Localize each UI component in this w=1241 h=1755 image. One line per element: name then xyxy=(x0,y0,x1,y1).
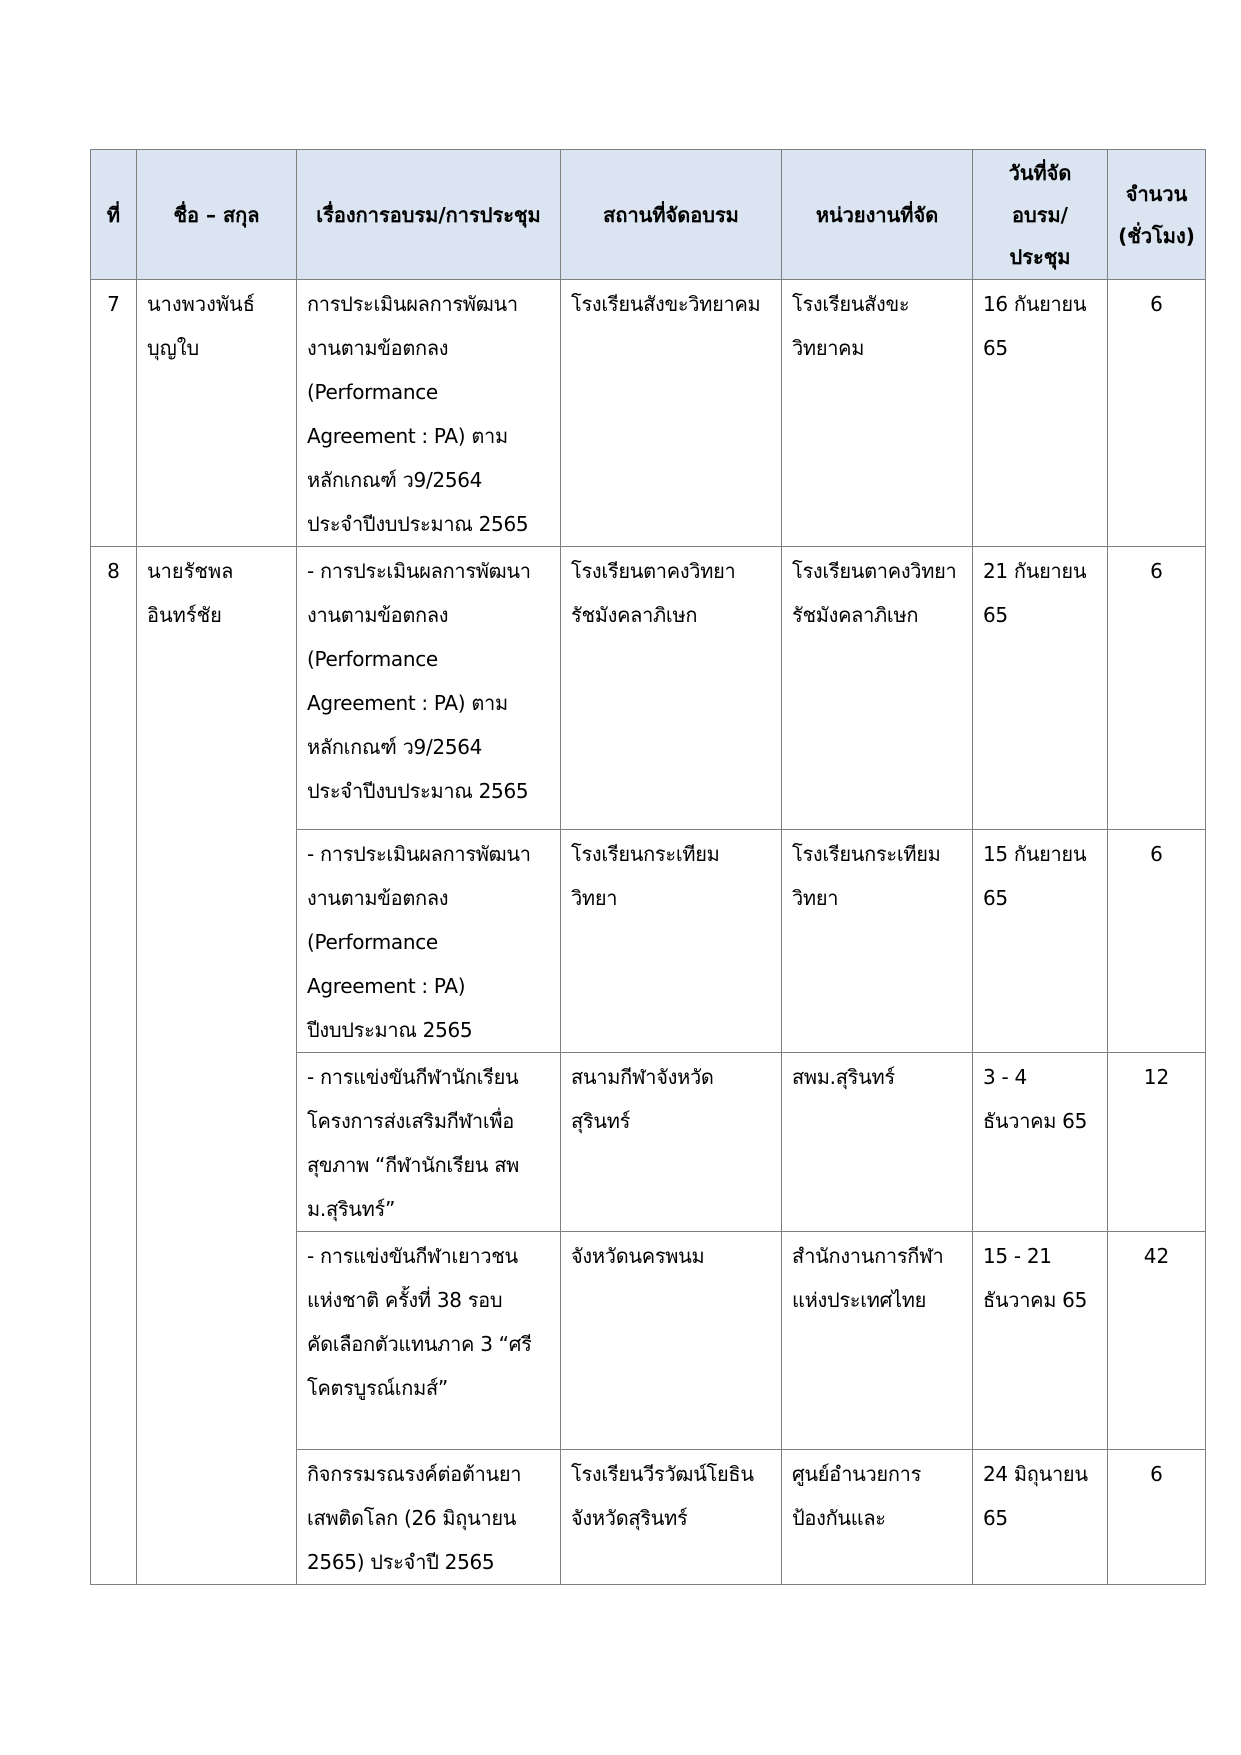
cell-hours: 6 xyxy=(1108,547,1206,830)
cell-line: Agreement : PA) ตาม xyxy=(307,691,508,715)
cell-line: ป้องกันและ xyxy=(792,1506,886,1530)
cell-line: หลักเกณฑ์ ว9/2564 xyxy=(307,468,483,492)
cell-line: โรงเรียนกระเทียม xyxy=(571,842,720,866)
cell-line: ปีงบประมาณ 2565 xyxy=(307,1018,473,1042)
table-row xyxy=(91,547,1206,830)
cell-topic xyxy=(297,547,561,830)
cell-line: ธันวาคม 65 xyxy=(983,1288,1088,1312)
cell-line: 65 xyxy=(983,603,1008,627)
cell-line: - การแข่งขันกีฬาเยาวชน xyxy=(307,1244,518,1268)
cell-line: โรงเรียนวีรวัฒน์โยธิน xyxy=(571,1462,754,1486)
cell-line: รัชมังคลาภิเษก xyxy=(792,603,919,627)
cell-hours: 12 xyxy=(1108,1053,1206,1232)
cell-line: วิทยาคม xyxy=(792,336,865,360)
cell-line: นายรัชพล xyxy=(147,559,234,583)
cell-line: เสพติดโลก (26 มิถุนายน xyxy=(307,1506,517,1530)
cell-no: 7 xyxy=(91,280,137,547)
cell-date xyxy=(973,1450,1108,1585)
cell-organizer xyxy=(782,1450,973,1585)
cell-name xyxy=(137,547,297,1585)
header-organizer: หน่วยงานที่จัด xyxy=(782,150,973,280)
header-date xyxy=(973,150,1108,280)
cell-line: งานตามข้อตกลง xyxy=(307,886,449,910)
cell-line: 2565) ประจำปี 2565 xyxy=(307,1550,495,1574)
cell-organizer xyxy=(782,1053,973,1232)
cell-line: ประจำปีงบประมาณ 2565 xyxy=(307,779,529,803)
cell-line: ธันวาคม 65 xyxy=(983,1109,1088,1133)
header-date-line: วันที่จัด xyxy=(1008,160,1072,185)
header-date-line: ประชุม xyxy=(1009,244,1071,269)
cell-line: หลักเกณฑ์ ว9/2564 xyxy=(307,735,483,759)
cell-line: Agreement : PA) ตาม xyxy=(307,424,508,448)
cell-line: 21 กันยายน xyxy=(983,559,1087,583)
cell-organizer xyxy=(782,1232,973,1450)
cell-topic xyxy=(297,1053,561,1232)
cell-line: 15 - 21 xyxy=(983,1244,1052,1268)
cell-line: บุญใบ xyxy=(147,336,200,360)
cell-line: โรงเรียนกระเทียม xyxy=(792,842,941,866)
cell-topic xyxy=(297,280,561,547)
cell-line: โรงเรียนตาคงวิทยา xyxy=(571,559,736,583)
cell-organizer xyxy=(782,280,973,547)
header-hours-line: จำนวน xyxy=(1125,181,1188,206)
training-table xyxy=(90,149,1206,1585)
header-no: ที่ xyxy=(91,150,137,280)
cell-line: ศูนย์อำนวยการ xyxy=(792,1462,922,1486)
cell-organizer xyxy=(782,547,973,830)
cell-line: จังหวัดสุรินทร์ xyxy=(571,1506,688,1530)
cell-line: อินทร์ชัย xyxy=(147,603,222,627)
cell-line: แห่งชาติ ครั้งที่ 38 รอบ xyxy=(307,1288,503,1312)
cell-date xyxy=(973,1053,1108,1232)
cell-line: 65 xyxy=(983,886,1008,910)
cell-line: สำนักงานการกีฬา xyxy=(792,1244,944,1268)
header-hours-line: (ชั่วโมง) xyxy=(1118,223,1195,248)
cell-line: - การประเมินผลการพัฒนา xyxy=(307,842,531,866)
cell-hours: 6 xyxy=(1108,830,1206,1053)
cell-line: สนามกีฬาจังหวัด xyxy=(571,1065,714,1089)
cell-line: 3 - 4 xyxy=(983,1065,1027,1089)
header-row xyxy=(91,150,1206,280)
cell-venue xyxy=(561,547,782,830)
cell-line: 15 กันยายน xyxy=(983,842,1087,866)
cell-topic xyxy=(297,1232,561,1450)
cell-date xyxy=(973,280,1108,547)
header-topic: เรื่องการอบรม/การประชุม xyxy=(297,150,561,280)
cell-line: แห่งประเทศไทย xyxy=(792,1288,927,1312)
cell-line: ม.สุรินทร์” xyxy=(307,1197,396,1221)
cell-venue xyxy=(561,830,782,1053)
cell-venue xyxy=(561,1450,782,1585)
cell-no: 8 xyxy=(91,547,137,1585)
cell-hours: 42 xyxy=(1108,1232,1206,1450)
cell-venue xyxy=(561,280,782,547)
cell-venue xyxy=(561,1053,782,1232)
cell-organizer xyxy=(782,830,973,1053)
header-venue: สถานที่จัดอบรม xyxy=(561,150,782,280)
cell-line: สุขภาพ “กีฬานักเรียน สพ xyxy=(307,1153,520,1177)
cell-line: โรงเรียนตาคงวิทยา xyxy=(792,559,957,583)
cell-line: - การประเมินผลการพัฒนา xyxy=(307,559,531,583)
cell-date xyxy=(973,830,1108,1053)
cell-line: โคตรบูรณ์เกมส์” xyxy=(307,1376,448,1400)
cell-line: คัดเลือกตัวแทนภาค 3 “ศรี xyxy=(307,1332,532,1356)
cell-name xyxy=(137,280,297,547)
header-date-line: อบรม/ xyxy=(1012,202,1068,227)
cell-line: โครงการส่งเสริมกีฬาเพื่อ xyxy=(307,1109,514,1133)
cell-line: สพม.สุรินทร์ xyxy=(792,1065,895,1089)
cell-line: การประเมินผลการพัฒนา xyxy=(307,292,518,316)
cell-line: กิจกรรมรณรงค์ต่อต้านยา xyxy=(307,1462,522,1486)
cell-hours: 6 xyxy=(1108,1450,1206,1585)
cell-line: ประจำปีงบประมาณ 2565 xyxy=(307,512,529,536)
cell-line: 24 มิถุนายน xyxy=(983,1462,1088,1486)
cell-line: 65 xyxy=(983,1506,1008,1530)
header-name: ชื่อ – สกุล xyxy=(137,150,297,280)
table-row xyxy=(91,280,1206,547)
cell-line: วิทยา xyxy=(571,886,618,910)
cell-topic xyxy=(297,830,561,1053)
cell-topic xyxy=(297,1450,561,1585)
cell-line: โรงเรียนสังขะ xyxy=(792,292,910,316)
cell-line: วิทยา xyxy=(792,886,839,910)
cell-venue xyxy=(561,1232,782,1450)
cell-line: งานตามข้อตกลง xyxy=(307,603,449,627)
cell-line: Agreement : PA) xyxy=(307,974,466,998)
cell-line: 16 กันยายน xyxy=(983,292,1087,316)
cell-hours: 6 xyxy=(1108,280,1206,547)
cell-line: สุรินทร์ xyxy=(571,1109,631,1133)
cell-line: (Performance xyxy=(307,647,438,671)
cell-date xyxy=(973,547,1108,830)
cell-line: นางพวงพันธ์ xyxy=(147,292,255,316)
cell-date xyxy=(973,1232,1108,1450)
cell-line: จังหวัดนครพนม xyxy=(571,1244,705,1268)
cell-line: - การแข่งขันกีฬานักเรียน xyxy=(307,1065,519,1089)
cell-line: (Performance xyxy=(307,930,438,954)
cell-line: รัชมังคลาภิเษก xyxy=(571,603,698,627)
cell-line: 65 xyxy=(983,336,1008,360)
header-hours xyxy=(1108,150,1206,280)
cell-line: (Performance xyxy=(307,380,438,404)
cell-line: โรงเรียนสังขะวิทยาคม xyxy=(571,292,761,316)
cell-line: งานตามข้อตกลง xyxy=(307,336,449,360)
